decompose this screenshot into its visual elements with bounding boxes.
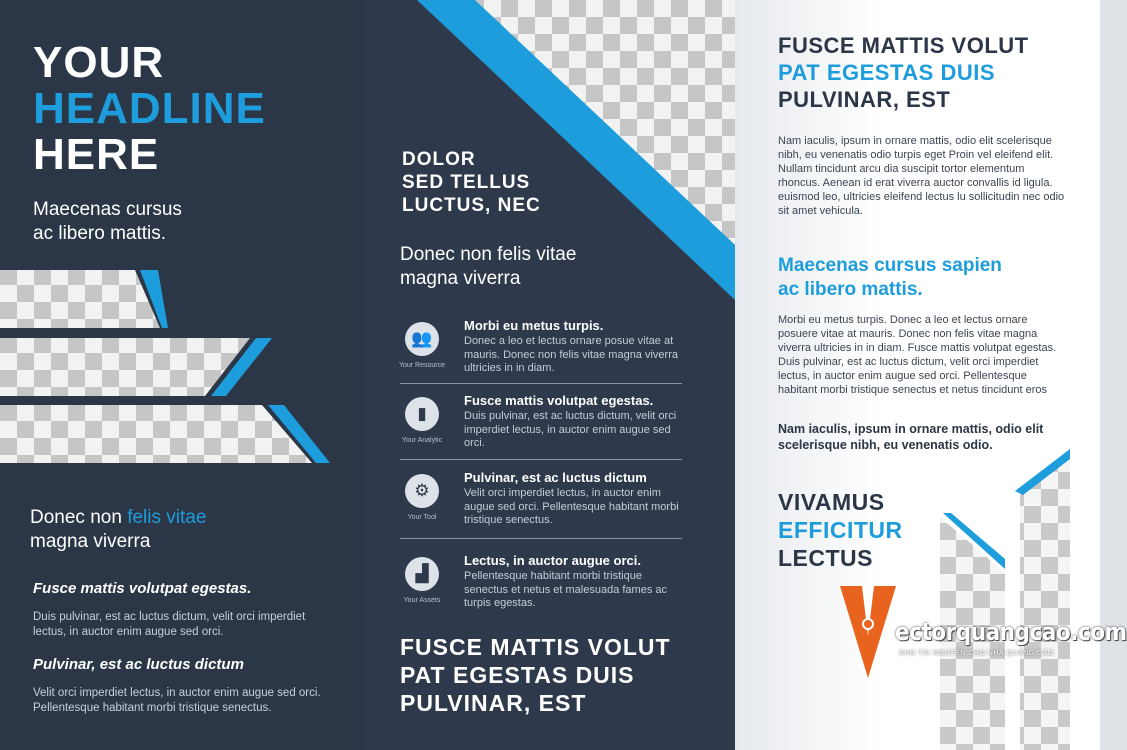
feature-title: Fusce mattis volutpat egestas. [464,393,654,408]
right-heading-line-3: PULVINAR, EST [778,87,951,112]
middle-subtitle [400,243,576,291]
middle-top-line-2: SED TELLUS [402,172,531,193]
left-panel [0,0,365,750]
middle-subtitle-line-1: Donec non felis vitae [400,244,577,265]
middle-bottom-line-1: FUSCE MATTIS VOLUT [400,634,671,660]
gears-icon: ⚙ [405,474,439,508]
pen-nib-logo-icon [840,586,896,678]
right-panel [735,0,1127,750]
left-section-highlight: felis vitae [127,507,207,528]
checker-stripe-2 [0,338,250,396]
middle-subtitle-line-2: magna viverra [400,268,521,289]
right-bottom-line-1: VIVAMUS [778,489,885,515]
feature-caption: Your Resource [398,362,446,369]
headline-line-1: YOUR [33,38,165,87]
feature-analytic [400,393,682,465]
checker-column-2 [1020,455,1070,750]
right-bottom-line-3: LECTUS [778,545,873,571]
right-heading [778,32,1029,113]
feature-caption: Your Assets [403,597,441,604]
feature-body: Velit orci imperdiet lectus, in auctor enim augue sed orci. Pellentesque habitant morbi tristique senectus. [464,487,679,526]
right-heading-line-1: FUSCE MATTIS VOLUT [778,33,1029,58]
feature-body: Duis pulvinar, est ac luctus dictum, velit orci imperdiet lectus, in auctor enim augue sed orci. [464,410,677,449]
middle-bottom-heading [400,633,671,717]
right-subheading-line-1: Maecenas cursus sapien [778,255,1002,276]
main-headline [33,40,266,178]
headline-line-3: HERE [33,130,160,179]
divider [400,459,682,460]
right-subheading [778,254,1002,302]
watermark-site: ectorquangcao.com [895,618,1127,646]
middle-top-line-3: LUCTUS, NEC [402,195,541,216]
right-body-2: Morbi eu metus turpis. Donec a leo et lectus ornare posuere vitae at mauris. Donec non felis vitae magna viverra ultricies in in diam. Fusce mattis volutpat egestas. Duis pulvinar, est ac luctus dictum, velit orci imperdiet lectus, in auctor enim augue sed orci. Pellentesque habitant morbi tristique senectus et netus tincidunt eros [778,314,1057,396]
left-item-1-body: Duis pulvinar, est ac luctus dictum, velit orci imperdiet lectus, in auctor enim augue sed orci. [33,611,306,638]
feature-tool [400,470,682,542]
middle-bottom-line-3: PULVINAR, EST [400,690,587,716]
left-subtitle-line-1: Maecenas cursus [33,199,182,220]
middle-top-heading [402,148,541,217]
buildings-icon: ▟ [405,557,439,591]
middle-bottom-line-2: PAT EGESTAS DUIS [400,662,635,688]
right-subheading-line-2: ac libero mattis. [778,279,923,300]
left-section-line-2: magna viverra [30,531,151,552]
people-icon: 👥 [405,322,439,356]
right-bold-body: Nam iaculis, ipsum in ornare mattis, odio elit scelerisque nibh, eu venenatis odio. [778,422,1044,452]
feature-body: Donec a leo et lectus ornare posue vitae at mauris. Donec non felis vitae magna viverra ultricies in in diam. [464,335,678,374]
feature-body: Pellentesque habitant morbi tristique senectus et netus et malesuada fames ac turpis egestas. [464,570,668,609]
feature-title: Morbi eu metus turpis. [464,318,604,333]
left-item-2-body: Velit orci imperdiet lectus, in auctor enim augue sed orci. Pellentesque habitant morbi tristique senectus. [33,687,321,714]
middle-top-line-1: DOLOR [402,149,476,170]
divider [400,383,682,384]
feature-caption: Your Analytic [401,437,443,444]
bar-chart-icon: ▮ [405,397,439,431]
feature-title: Lectus, in auctor augue orci. [464,553,641,568]
left-subtitle-line-2: ac libero mattis. [33,223,167,244]
left-section-lead: Donec non [30,507,122,528]
headline-line-2: HEADLINE [33,84,266,133]
checker-stripe-1 [0,270,160,328]
checker-stripes-graphic [0,268,365,468]
feature-resource [400,318,682,390]
right-heading-line-2: PAT EGESTAS DUIS [778,60,996,85]
right-bottom-line-2: EFFICITUR [778,517,903,543]
feature-caption: Your Tool [407,514,437,521]
feature-title: Pulvinar, est ac luctus dictum [464,470,647,485]
right-body-1: Nam iaculis, ipsum in ornare mattis, odio elit scelerisque nibh, eu venenatis odio turpis eget Proin vel eleifend elit. Nullam tincidunt arcu dia suscipit tortor elementum rhoncus. Aenean id erat viverra auctor convallis id ligula. euismod leo, ultricies eleifend lectus lu sollicitudin nec odio sit amet vehicula. [778,135,1065,217]
feature-assets [400,553,682,625]
middle-panel [365,0,735,750]
left-item-2-title: Pulvinar, est ac luctus dictum [33,656,244,673]
watermark-tagline: KHO TÀI NGUYÊN CHO NHÀ QUẢNG CÁO [899,650,1054,657]
right-bottom-heading [778,488,903,572]
divider [400,538,682,539]
left-item-1-title: Fusce mattis volutpat egestas. [33,580,252,597]
left-section-heading [30,506,206,554]
left-subtitle [33,198,182,246]
checker-stripe-3 [0,405,312,463]
